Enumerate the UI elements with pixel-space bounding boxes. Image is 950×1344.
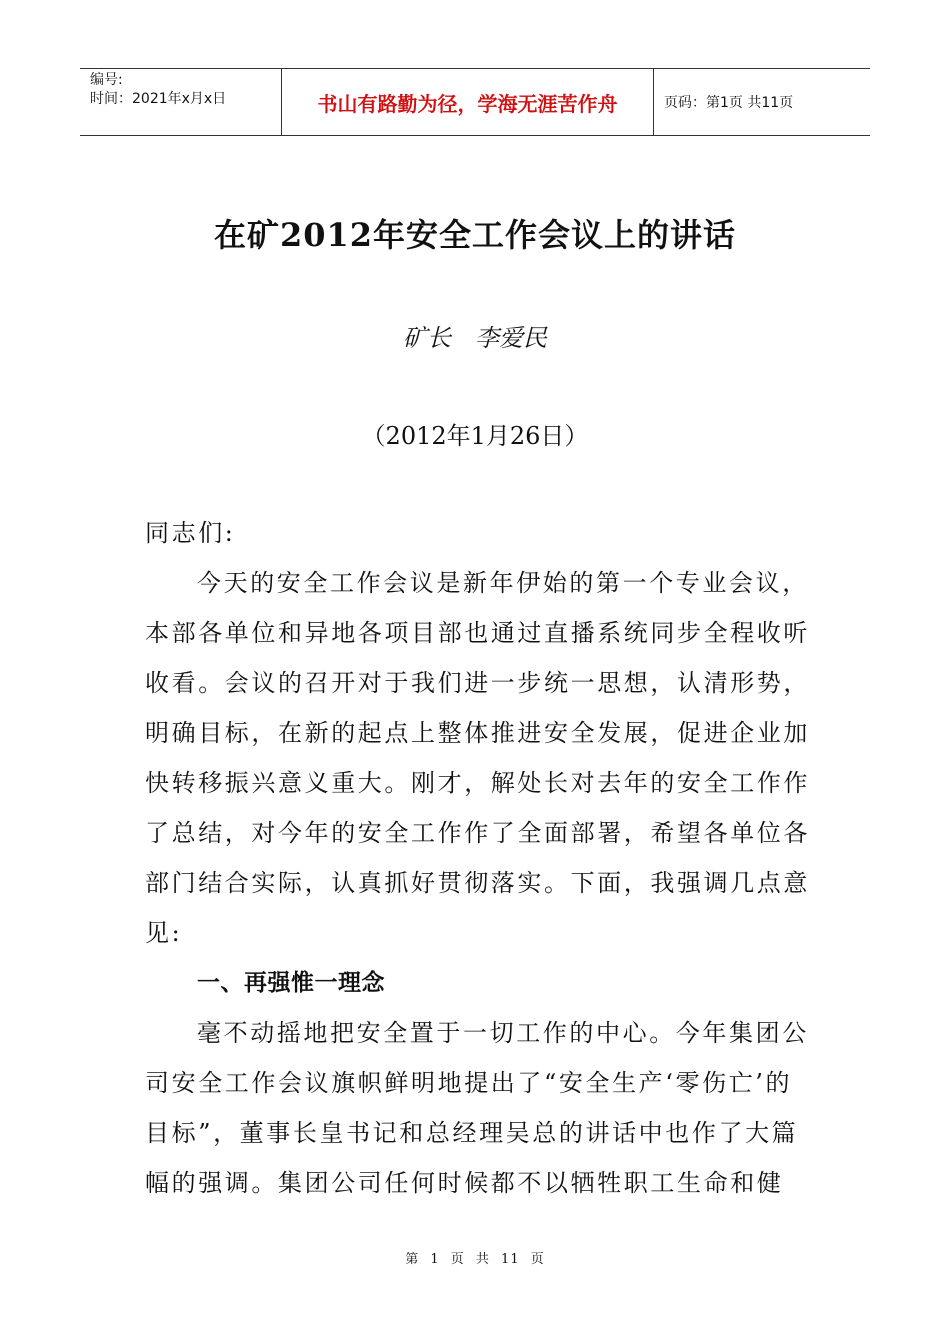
page-footer: 第 1 页 共 11 页 — [405, 1252, 545, 1267]
document-header — [80, 68, 870, 136]
header-number: 编号: — [90, 72, 123, 88]
document-date: （2012年1月26日） — [361, 422, 589, 450]
document-author: 矿长 李爱民 — [403, 324, 547, 352]
header-meta — [80, 69, 282, 135]
document-body — [145, 508, 810, 1208]
paragraph-2: 毫不动摇地把安全置于一切工作的中心。今年集团公司安全工作会议旗帜鲜明地提出了“安全生产‘零伤亡’的目标”，董事长皇书记和总经理吴总的讲话中也作了大篇幅的强调。集团公司任何时候都不以牺牲职工生命和健 — [145, 1019, 809, 1197]
paragraph-1: 今天的安全工作会议是新年伊始的第一个专业会议，本部各单位和异地各项目部也通过直播系统同步全程收听收看。会议的召开对于我们进一步统一思想，认清形势，明确目标，在新的起点上整体推进安全发展，促进企业加快转移振兴意义重大。刚才，解处长对去年的安全工作作了总结，对今年的安全工作作了全面部署，希望各单位各部门结合实际，认真抓好贯彻落实。下面，我强调几点意见: — [145, 569, 810, 947]
document-title: 在矿2012年安全工作会议上的讲话 — [213, 216, 737, 254]
header-motto: 书山有路勤为径，学海无涯苦作舟 — [282, 69, 654, 135]
header-page-code: 页码：第1页 共11页 — [664, 95, 794, 111]
section-heading-1: 一、再强惟一理念 — [197, 970, 385, 996]
salutation: 同志们: — [145, 519, 236, 547]
header-time: 时间：2021年x月x日 — [90, 91, 227, 107]
